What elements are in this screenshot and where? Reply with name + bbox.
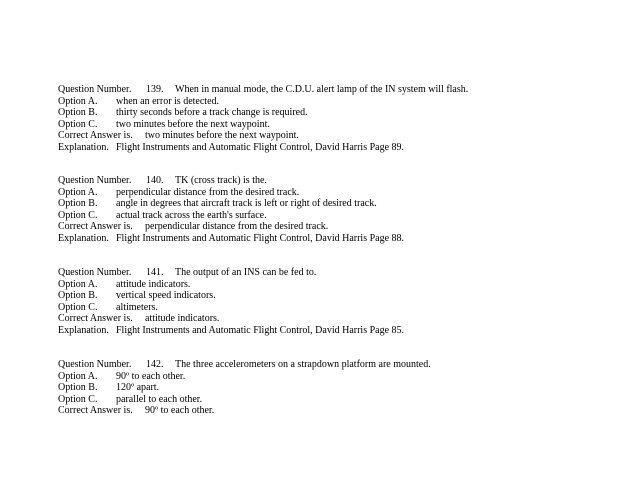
correct-answer-text: 90º to each other. bbox=[145, 405, 215, 417]
option-a-line bbox=[58, 279, 618, 291]
explanation-label: Explanation. bbox=[58, 324, 109, 336]
question-block-141 bbox=[58, 267, 618, 337]
option-b-text: vertical speed indicators. bbox=[116, 290, 216, 302]
question-number: 139. bbox=[146, 84, 164, 95]
question-number: 142. bbox=[146, 359, 164, 370]
question-number-label: Question Number. bbox=[58, 267, 132, 278]
option-c-text: altimeters. bbox=[116, 301, 158, 313]
correct-answer-text: two minutes before the next waypoint. bbox=[145, 130, 299, 142]
option-a-label: Option A. bbox=[58, 278, 98, 290]
explanation-text: Flight Instruments and Automatic Flight Control, David Harris Page 88. bbox=[116, 232, 405, 244]
option-c-label: Option C. bbox=[58, 301, 98, 313]
question-text: When in manual mode, the C.D.U. alert lamp of the IN system will flash. bbox=[175, 84, 469, 95]
question-text: TK (cross track) is the. bbox=[175, 175, 267, 186]
question-number-label: Question Number. bbox=[58, 84, 132, 95]
question-number: 140. bbox=[146, 175, 164, 186]
question-line bbox=[58, 359, 618, 371]
option-b-label: Option B. bbox=[58, 107, 98, 119]
option-c-label: Option C. bbox=[58, 118, 98, 130]
explanation-line bbox=[58, 142, 618, 154]
question-block-139 bbox=[58, 84, 618, 154]
question-text: The output of an INS can be fed to. bbox=[175, 267, 317, 278]
explanation-line bbox=[58, 233, 618, 245]
question-text: The three accelerometers on a strapdown platform are mounted. bbox=[175, 359, 431, 370]
option-b-line bbox=[58, 198, 618, 210]
option-c-text: parallel to each other. bbox=[116, 393, 203, 405]
option-c-text: two minutes before the next waypoint. bbox=[116, 118, 270, 130]
option-c-label: Option C. bbox=[58, 209, 98, 221]
option-c-line bbox=[58, 210, 618, 222]
correct-answer-label: Correct Answer is. bbox=[58, 130, 133, 142]
option-b-line bbox=[58, 382, 618, 394]
option-c-line bbox=[58, 302, 618, 314]
option-a-text: attitude indicators. bbox=[116, 278, 191, 290]
option-b-line bbox=[58, 107, 618, 119]
question-number-label: Question Number. bbox=[58, 175, 132, 186]
explanation-text: Flight Instruments and Automatic Flight Control, David Harris Page 89. bbox=[116, 141, 405, 153]
option-a-line bbox=[58, 187, 618, 199]
correct-answer-label: Correct Answer is. bbox=[58, 405, 133, 417]
question-number: 141. bbox=[146, 267, 164, 278]
correct-answer-line bbox=[58, 221, 618, 233]
option-b-label: Option B. bbox=[58, 290, 98, 302]
option-a-label: Option A. bbox=[58, 95, 98, 107]
option-b-label: Option B. bbox=[58, 382, 98, 394]
correct-answer-text: attitude indicators. bbox=[145, 313, 220, 325]
option-a-label: Option A. bbox=[58, 186, 98, 198]
explanation-line bbox=[58, 325, 618, 337]
question-line bbox=[58, 175, 618, 187]
option-b-line bbox=[58, 290, 618, 302]
question-number-label: Question Number. bbox=[58, 359, 132, 370]
option-c-text: actual track across the earth's surface. bbox=[116, 209, 267, 221]
option-b-label: Option B. bbox=[58, 198, 98, 210]
question-line bbox=[58, 84, 618, 96]
question-block-142 bbox=[58, 359, 618, 417]
option-b-text: thirty seconds before a track change is required. bbox=[116, 107, 308, 119]
correct-answer-line bbox=[58, 130, 618, 142]
option-c-label: Option C. bbox=[58, 393, 98, 405]
explanation-label: Explanation. bbox=[58, 141, 109, 153]
explanation-label: Explanation. bbox=[58, 232, 109, 244]
option-a-text: 90º to each other. bbox=[116, 370, 186, 382]
correct-answer-line bbox=[58, 405, 618, 417]
correct-answer-label: Correct Answer is. bbox=[58, 221, 133, 233]
option-a-label: Option A. bbox=[58, 370, 98, 382]
option-a-line bbox=[58, 96, 618, 108]
explanation-text: Flight Instruments and Automatic Flight Control, David Harris Page 85. bbox=[116, 324, 405, 336]
option-a-text: when an error is detected. bbox=[116, 95, 220, 107]
correct-answer-line bbox=[58, 313, 618, 325]
option-c-line bbox=[58, 394, 618, 406]
option-c-line bbox=[58, 119, 618, 131]
correct-answer-text: perpendicular distance from the desired track. bbox=[145, 221, 329, 233]
option-a-line bbox=[58, 371, 618, 383]
question-block-140 bbox=[58, 175, 618, 245]
option-b-text: 120º apart. bbox=[116, 382, 160, 394]
correct-answer-label: Correct Answer is. bbox=[58, 313, 133, 325]
option-b-text: angle in degrees that aircraft track is left or right of desired track. bbox=[116, 198, 377, 210]
question-line bbox=[58, 267, 618, 279]
option-a-text: perpendicular distance from the desired track. bbox=[116, 186, 300, 198]
